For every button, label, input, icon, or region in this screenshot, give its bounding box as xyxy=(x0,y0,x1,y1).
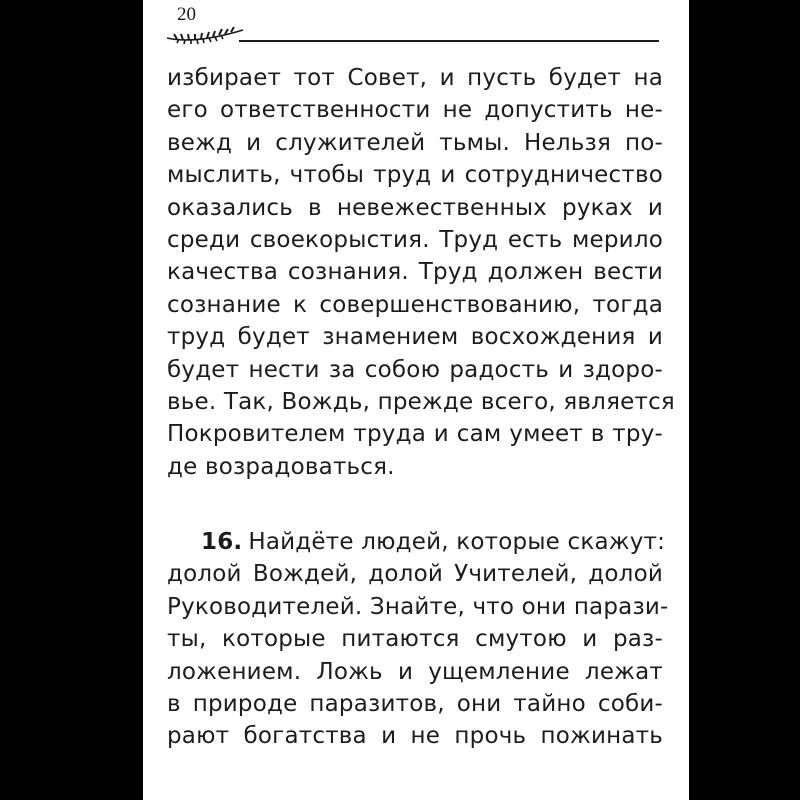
text-line: де возрадоваться. xyxy=(167,453,395,480)
text-line: оказались в невежественных руках и xyxy=(167,194,663,221)
page-sheet xyxy=(143,0,689,800)
paragraph-number: 16. xyxy=(201,529,243,556)
text-line: вье. Так, Вождь, прежде всего, является xyxy=(167,388,675,415)
text-line: сознание к совершенствованию, тогда xyxy=(167,291,663,318)
text-line: мыслить, чтобы труд и сотрудничество xyxy=(167,162,663,189)
paragraph-gap xyxy=(167,483,663,526)
text-line: ты, которые питаются смутою и раз- xyxy=(167,626,663,653)
text-line-first xyxy=(167,526,666,558)
text-line: ложением. Ложь и ущемление лежат xyxy=(167,658,663,685)
text-line: рают богатства и не прочь пожинать xyxy=(167,723,663,750)
text-line: труд будет знамением восхождения и xyxy=(167,324,663,351)
text-line: Руководителей. Знайте, что они парази- xyxy=(167,593,669,620)
fern-ornament-icon xyxy=(165,22,245,48)
paragraph-continued xyxy=(167,62,675,483)
text-line: долой Вождей, долой Учителей, долой xyxy=(167,561,663,588)
text-line: его ответственности не допустить не- xyxy=(167,97,663,124)
text-line: вежд и служителей тьмы. Нельзя по- xyxy=(167,129,663,156)
right-black-margin xyxy=(689,0,800,800)
text-line: будет нести за собою радость и здоро- xyxy=(167,356,663,383)
body-text xyxy=(167,62,675,753)
text-line: Покровителем труда и сам умеет в тру- xyxy=(167,421,663,448)
left-black-margin xyxy=(0,0,143,800)
text-line: качества сознания. Труд должен вести xyxy=(167,259,663,286)
text-line: избирает тот Совет, и пусть будет на xyxy=(167,65,663,91)
paragraph-16 xyxy=(167,526,669,753)
text-line: в природе паразитов, они тайно соби- xyxy=(167,691,663,718)
text-line: Найдёте людей, которые скажут: xyxy=(248,529,666,556)
text-line: среди своекорыстия. Труд есть мерило xyxy=(167,226,663,253)
page-number: 20 xyxy=(177,4,196,25)
header-rule xyxy=(239,40,659,42)
